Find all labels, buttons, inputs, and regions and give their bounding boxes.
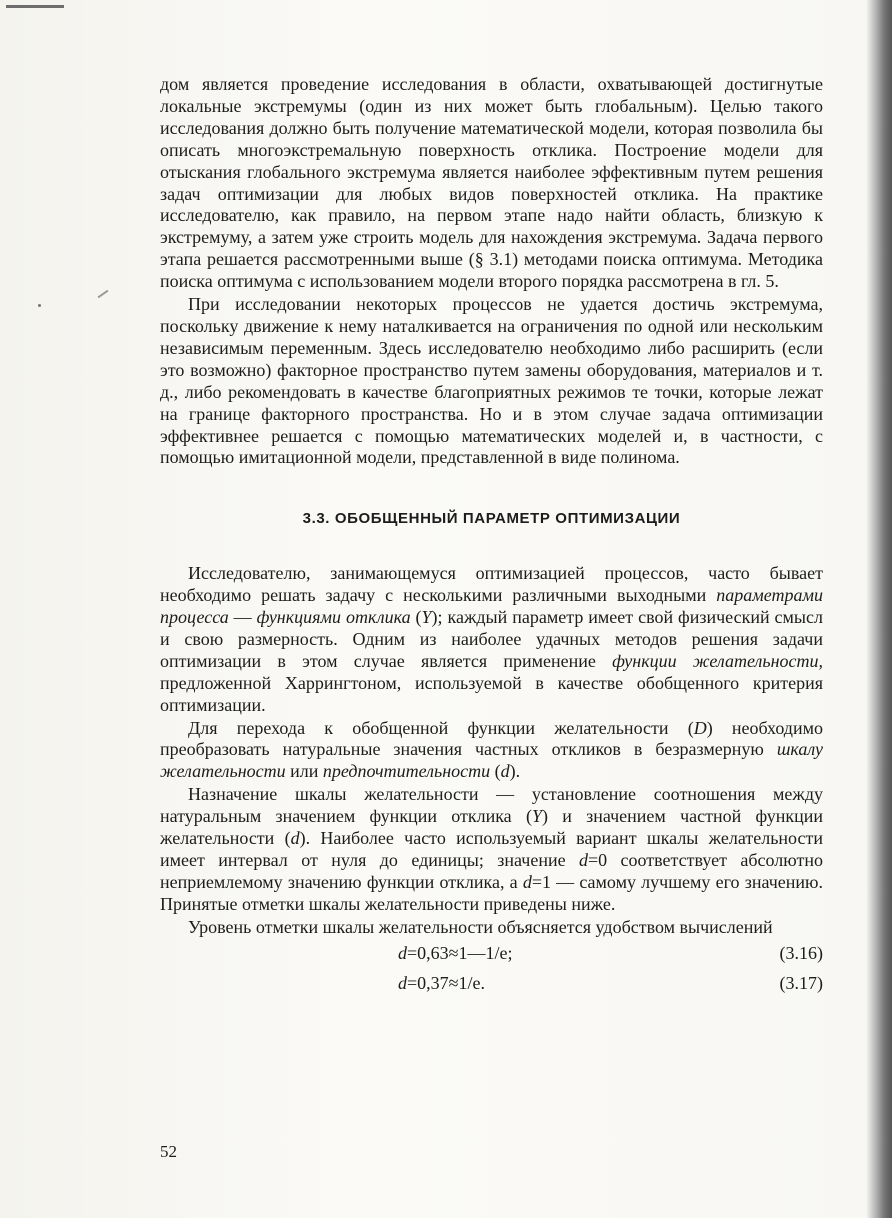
equation-number: (3.16) (779, 942, 823, 963)
formula-expression (160, 973, 753, 995)
formula-body: =0,37≈1/e. (407, 972, 486, 993)
p4-term-desirability-scale: шкалу желательности (160, 739, 823, 782)
margin-pencil-mark (98, 290, 109, 299)
page-content (160, 74, 823, 1001)
formula-expression (160, 943, 753, 965)
formula-3-16 (160, 943, 823, 969)
p5-var-d-3: d (522, 871, 532, 892)
p3-text-g: ); каждый параметр имеет свой физический смысл и свою размерность. Одним из наиболее удачных методов решения задачи оптимизации в этом случае является применение (160, 607, 823, 671)
p4-text-g: ( (490, 761, 501, 782)
p3-text-i: предложенной Харрингтоном, используемой в качестве обобщенного критерия оптимизации. (160, 672, 823, 715)
paragraph-2: При исследовании некоторых процессов не удается достичь экстремума, поскольку движение к нему наталкивается на ограничения по одной или нескольким независимым переменным. Здесь исследователю необходимо либо расширить (если это возможно) факторное пространство путем замены оборудования, материалов и т. д., либо рекомендовать в качестве благоприятных режимов те точки, которые лежат на границе факторного пространства. Но и в этом случае задача оптимизации эффективнее решается с помощью математических моделей и, в частности, с помощью имитационной модели, представленной в виде полинома. (160, 294, 823, 468)
p3-text-e: ( (410, 607, 422, 628)
formula-body: =0,63≈1—1/e; (407, 942, 513, 963)
p5-text-c: ) и значением частной функции желательности ( (160, 806, 823, 849)
p5-text-e: ). Наиболее часто используемый вариант шкалы желательности имеет интервал от нуля до единицы; значение (160, 828, 823, 870)
p3-text-a: Исследователю, занимающемуся оптимизацией процессов, часто бывает необходимо решать задачу с несколькими различными выходными (160, 563, 823, 606)
formula-3-17 (160, 973, 823, 999)
paragraph-6: Уровень отметки шкалы желательности объясняется удобством вычислений (188, 916, 773, 937)
p5-var-y: Y (531, 806, 542, 827)
paragraph-1: дом является проведение исследования в области, охватывающей достигнутые локальные экстремумы (один из них может быть глобальным). Целью такого исследования должно быть получение математической модели, которая позволила бы описать многоэкстремальную поверхность отклика. Построение модели для отыскания глобального экстремума является наиболее эффективным путем решения задач оптимизации для любых видов поверхностей отклика. На практике исследователю, как правило, на первом этапе надо найти область, близкую к экстремуму, а затем уже строить модель для нахождения экстремума. Задача первого этапа решается рассмотренными выше (§ 3.1) методами поиска оптимума. Методика поиска оптимума с использованием модели второго порядка рассмотрена в гл. 5. (160, 74, 823, 292)
p4-term-preference: предпочтительности (322, 761, 491, 782)
p4-text-c: ) необходимо преобразовать натуральные значения частных откликов в безразмерную (160, 717, 823, 760)
p3-term-output-params: параметрами процесса (160, 585, 823, 628)
equation-number: (3.17) (779, 972, 823, 993)
p4-text-e: или (285, 761, 323, 782)
p4-var-d: d (500, 761, 510, 782)
p4-var-d-upper: D (693, 717, 707, 738)
paragraph-4 (160, 718, 823, 784)
page-number: 52 (160, 1142, 177, 1161)
paragraph-5 (160, 784, 823, 915)
p4-text-a: Для перехода к обобщенной функции желательности ( (188, 717, 694, 738)
p3-term-desirability-function: функции желательности, (612, 650, 823, 671)
binding-shadow (866, 0, 892, 1218)
p5-text-g: =0 соответствует абсолютно неприемлемому значению функции отклика, а (160, 850, 823, 892)
margin-dot (38, 304, 41, 307)
p5-text-a: Назначение шкалы желательности — установление соотношения между натуральным значением функции отклика ( (160, 784, 823, 827)
p3-term-response-functions: функциями отклика (256, 607, 411, 628)
p3-var-y: Y (421, 607, 432, 628)
paragraph-3 (160, 563, 823, 716)
formula-var: d (398, 972, 407, 993)
p4-text-i: ). (509, 761, 521, 782)
p3-text-c: — (228, 607, 257, 628)
p5-text-i: =1 — самому лучшему его значению. Принятые отметки шкалы желательности приведены ниже. (160, 871, 823, 914)
section-heading: 3.3. ОБОБЩЕННЫЙ ПАРАМЕТР ОПТИМИЗАЦИИ (302, 510, 681, 528)
formula-var: d (398, 942, 407, 963)
top-rule (6, 5, 64, 8)
p5-var-d-2: d (578, 850, 588, 870)
p5-var-d-1: d (290, 828, 300, 849)
